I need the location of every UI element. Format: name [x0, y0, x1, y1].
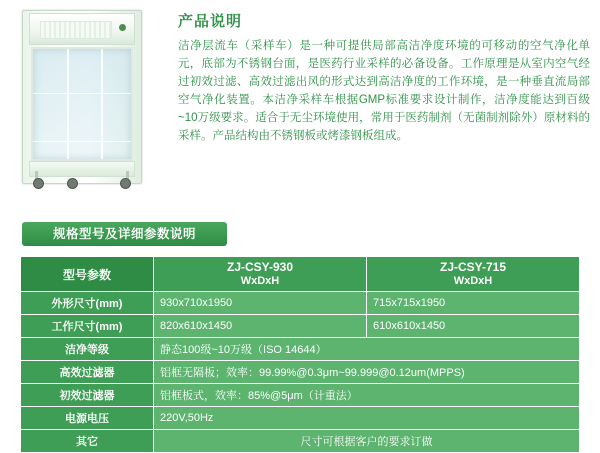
- table-header-param: 型号参数: [21, 257, 154, 292]
- table-row: [21, 315, 580, 338]
- table-row: [21, 384, 580, 407]
- table-row: [21, 292, 580, 315]
- row-value: 尺寸可根据客户的要求订做: [154, 430, 580, 453]
- table-row: [21, 407, 580, 430]
- caster-wheel-icon: [33, 178, 44, 189]
- table-row: [21, 361, 580, 384]
- model-2-name: ZJ-CSY-715: [439, 260, 507, 274]
- power-indicator-icon: [119, 24, 126, 31]
- row-value: 930x710x1950: [154, 292, 367, 315]
- row-value: 铝框无隔板；效率：99.99%@0.3μm~99.999@0.12um(MPPS): [154, 361, 580, 384]
- spec-banner: 规格型号及详细参数说明: [22, 222, 227, 246]
- description-title: 产品说明: [178, 13, 243, 30]
- table-row: [21, 338, 580, 361]
- cabinet-top-panel: [29, 13, 135, 45]
- cabinet-glass-enclosure: [31, 47, 133, 161]
- cabinet-body: [22, 10, 142, 184]
- table-header-row: [21, 257, 580, 292]
- air-outlet-grill-icon: [40, 21, 112, 39]
- shelf-line: [33, 93, 131, 94]
- table-row: [21, 430, 580, 453]
- spec-table-body: [21, 257, 580, 453]
- row-label: 外形尺寸(mm): [21, 292, 154, 315]
- row-label: 其它: [21, 430, 154, 453]
- row-label: 初效过滤器: [21, 384, 154, 407]
- table-header-model-2: [367, 257, 580, 292]
- table-header-model-1: [154, 257, 367, 292]
- row-value: 220V,50Hz: [154, 407, 580, 430]
- spec-table: [20, 256, 580, 453]
- row-value: 铝框板式，效率：85%@5μm（计重法）: [154, 384, 580, 407]
- product-photo: [8, 6, 168, 211]
- cabinet-base-panel: [29, 161, 135, 177]
- row-label: 洁净等级: [21, 338, 154, 361]
- row-value: 静态100级~10万级（ISO 14644）: [154, 338, 580, 361]
- row-label: 电源电压: [21, 407, 154, 430]
- model-1-dims: WxDxH: [240, 275, 280, 287]
- model-2-dims: WxDxH: [453, 275, 493, 287]
- row-value: 610x610x1450: [367, 315, 580, 338]
- row-value: 820x610x1450: [154, 315, 367, 338]
- product-description-block: [178, 10, 590, 145]
- description-body: 洁净层流车（采样车）是一种可提供局部高洁净度环境的可移动的空气净化单元，底部为不锈钢台面，是医药行业采样的必备设备。工作原理是从室内空气经过初效过滤、高效过滤出风的形式达到高洁净度的工作环境，是一种垂直流局部空气净化装置。本洁净采样车根据GMP标准要求设计制作，洁净度能达到百级~10万级要求。适合于无尘环境使用，常用于医药制剂（无菌制剂除外）原材料的采样。产品结构由不锈钢板或烤漆钢板组成。: [178, 40, 590, 142]
- glass-divider: [67, 49, 69, 159]
- caster-wheel-icon: [120, 178, 131, 189]
- caster-wheel-icon: [67, 178, 78, 189]
- shelf-line: [33, 141, 131, 142]
- row-label: 工作尺寸(mm): [21, 315, 154, 338]
- model-1-name: ZJ-CSY-930: [226, 260, 294, 274]
- glass-divider: [101, 49, 103, 159]
- row-label: 高效过滤器: [21, 361, 154, 384]
- row-value: 715x715x1950: [367, 292, 580, 315]
